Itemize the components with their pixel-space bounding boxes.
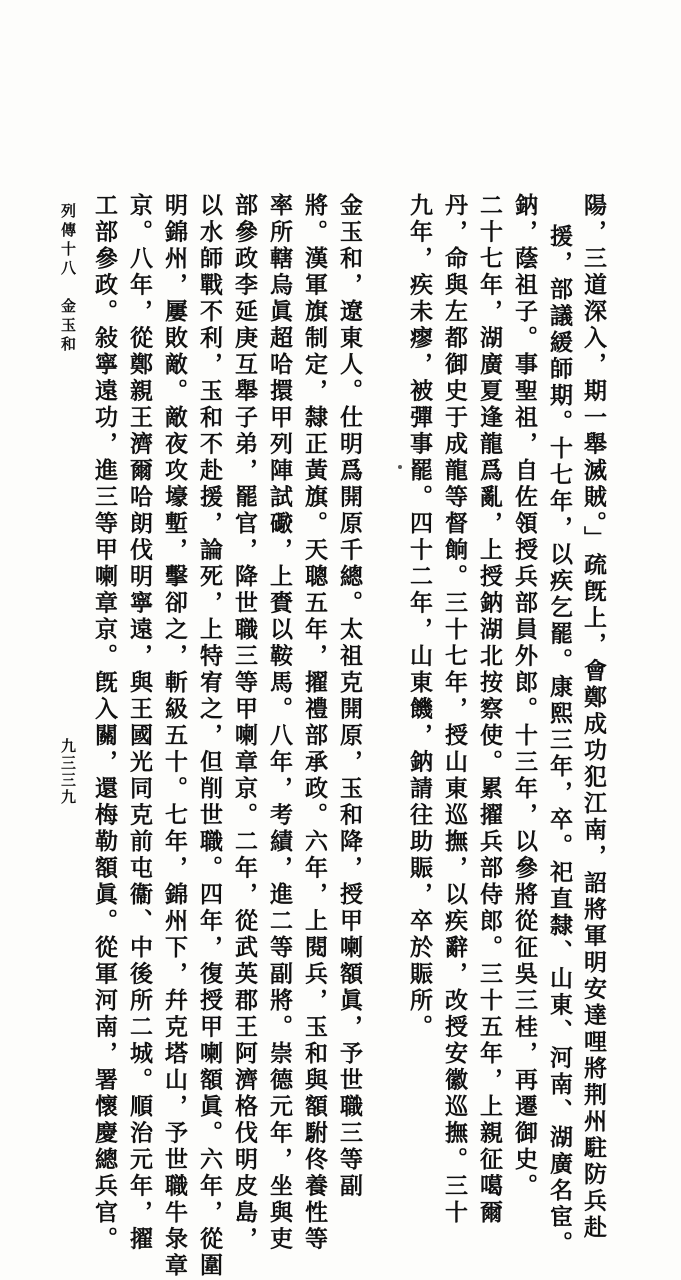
text-column: 援，部議緩師期。十七年，以疾乞罷。康熙三年，卒。祀直隸、山東、河南、湖廣名宦。 [546,224,573,1258]
text-column: 以水師戰不利，玉和不赴援，論死，上特宥之，但削世職。四年，復授甲喇額眞。六年，從圍 [196,193,223,1280]
text-column: 明錦州，屢敗敵。敵夜攻壕塹，擊卻之，斬級五十。七年，錦州下，幷克塔山，予世職牛彔章 [161,193,188,1280]
text-column: 將。漢軍旗制定，隸正黃旗。天聰五年，擢禮部承政。六年，上閱兵，玉和與額駙佟養性等 [301,193,328,1253]
text-column: 陽，三道深入，期一舉滅賊。」疏旣上，會鄭成功犯江南，詔將軍明安達哩將荆州駐防兵赴 [580,193,607,1242]
text-column: 工部參政。敍寧遠功，進三等甲喇章京。旣入關，還梅勒額眞。從軍河南，署懷慶總兵官。 [91,193,118,1253]
page-number: 九三三九 [59,738,77,806]
text-column: 金玉和，遼東人。仕明爲開原千總。太祖克開原，玉和降，授甲喇額眞，予世職三等副 [336,193,363,1200]
section-dot [398,465,402,469]
text-column: 丹，命與左都御史于成龍等督餉。三十七年，授山東巡撫，以疾辭，改授安徽巡撫。三十 [441,193,468,1227]
text-column: 率所轄烏眞超哈擐甲列陣試礮，上賚以鞍馬。八年，考績，進二等副將。崇德元年，坐與吏 [266,193,293,1253]
running-header: 列傳十八 金玉和 [59,203,77,355]
text-column: 鈉，蔭祖子。事聖祖，自佐領授兵部員外郎。十三年，以參將從征吳三桂，再遷御史。 [511,193,538,1200]
text-column: 二十七年，湖廣夏逢龍爲亂，上授鈉湖北按察使。累擢兵部侍郎。三十五年，上親征噶爾 [476,193,503,1227]
text-column: 京。八年，從鄭親王濟爾哈朗伐明寧遠，與王國光同克前屯衞、中後所二城。順治元年，擢 [126,193,153,1253]
text-column: 部參政李延庚互舉子弟，罷官，降世職三等甲喇章京。二年，從武英郡王阿濟格伐明皮島， [231,193,258,1253]
text-column: 九年，疾未瘳，被彈事罷。四十二年，山東饑，鈉請往助賑，卒於賑所。 [406,193,433,1041]
